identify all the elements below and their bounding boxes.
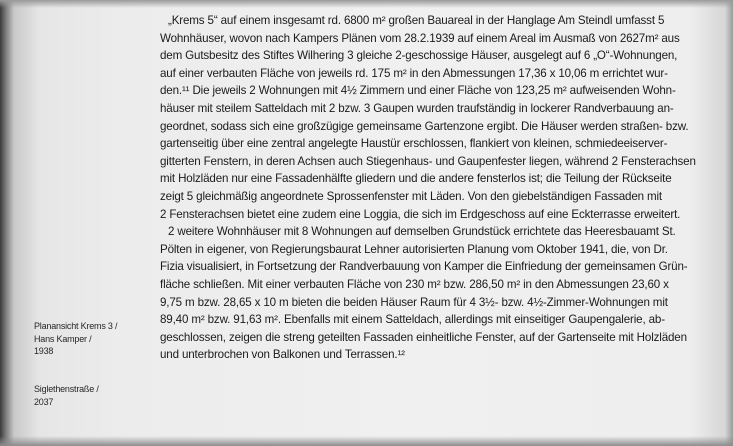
paragraph-2-line: fläche schließen. Mit einer verbauten Fläche von 230 m² bzw. 286,50 m² in den Abmessungen 23,60 x (160, 277, 669, 291)
paragraph-2-line: 89,40 m² bzw. 91,63 m². Ebenfalls mit einem Satteldach, allerdings mit einseitiger Gaupengalerie, ab- (160, 313, 665, 327)
paragraph-1-line: „Krems 5“ auf einem insgesamt rd. 6800 m² großen Bauareal in der Hanglage Am Steindl umfasst 5 (168, 14, 665, 27)
caption-line: Hans Kamper / (34, 333, 92, 344)
paragraph-2-line: Pölten in eigener, von Regierungsbaurat Lehner autorisierten Planung vom Oktober 1941, die, von Dr. (160, 242, 668, 256)
paragraph-2-line: 9,75 m bzw. 28,65 x 10 m bieten die beiden Häuser Raum für 4 3½- bzw. 4½-Zimmer-Wohnungen mit (160, 295, 668, 309)
caption-line: Siglethenstraße / (34, 384, 99, 394)
paragraph-2-line: geschlossen, zeigen die streng geteilten Fassaden einheitliche Fenster, auf der Gartenseite mit Holzläden (160, 330, 687, 344)
paragraph-2-line: und unterbrochen von Balkonen und Terrassen.¹² (160, 348, 405, 362)
paragraph-1-line: zeigt 5 gleichmäßig angeordnete Sprossenfenster mit Läden. Von den giebelständigen Fassaden mit (160, 189, 663, 203)
caption-line: 1938 (34, 346, 54, 356)
image-caption-krems (34, 320, 134, 358)
paragraph-1-line: Wohnhäuser, wovon nach Kampers Plänen vom 28.2.1939 auf einem Areal im Ausmaß von 2627m² aus (160, 31, 680, 45)
paragraph-1-line: den.¹¹ Die jeweils 2 Wohnungen mit 4½ Zimmern und einer Fläche von 123,25 m² aufweisenden Wohn- (160, 84, 676, 98)
paragraph-1-line: häuser mit steilem Satteldach mit 2 bzw. 3 Gaupen wurden traufständig in lockerer Randverbauung an- (160, 101, 674, 115)
caption-line: 2037 (34, 396, 54, 407)
caption-line: Planansicht Krems 3 / (34, 321, 118, 331)
paragraph-1-line: 2 Fensterachsen bietet eine zudem eine Loggia, die sich im Erdgeschoss auf eine Eckterrasse erweitert. (160, 207, 681, 221)
paragraph-1-line: dem Gutsbesitz des Stiftes Wilhering 3 gleiche 2-geschossige Häuser, ausgelegt auf 6 „O“-Wohnungen, (160, 49, 678, 63)
paragraph-1-line: gartenseitig über eine zentral angelegte Haustür erschlossen, flankiert von kleinen, schmiedeeiserver- (160, 137, 668, 151)
paragraph-1-line: geordnet, sodass sich eine großzügige gemeinsame Gartenzone ergibt. Die Häuser werden straßen- bzw. (160, 119, 689, 133)
paragraph-1-line: mit Holzläden nur eine Fassadenhälfte gliedern und die andere fensterlos ist; die Teilung der Rückseite (160, 172, 672, 186)
paragraph-2-line: Fizia visualisiert, in Fortsetzung der Randverbauung von Kamper die Einfriedung der gemeinsamen Grün- (160, 260, 688, 274)
paragraph-1-line: gitterten Fenstern, in deren Achsen auch Stiegenhaus- und Gaupenfester liegen, während 2 Fensterachsen (160, 154, 696, 168)
paragraph-1-line: auf einer verbauten Fläche von jeweils rd. 175 m² in den Abmessungen 17,36 x 10,06 m errichtet wur- (160, 66, 668, 80)
image-caption-street (34, 383, 134, 408)
paragraph-2-line: 2 weitere Wohnhäuser mit 8 Wohnungen auf demselben Grundstück errichtete das Heeresbauamt St. (168, 225, 676, 239)
body-text (160, 12, 712, 364)
